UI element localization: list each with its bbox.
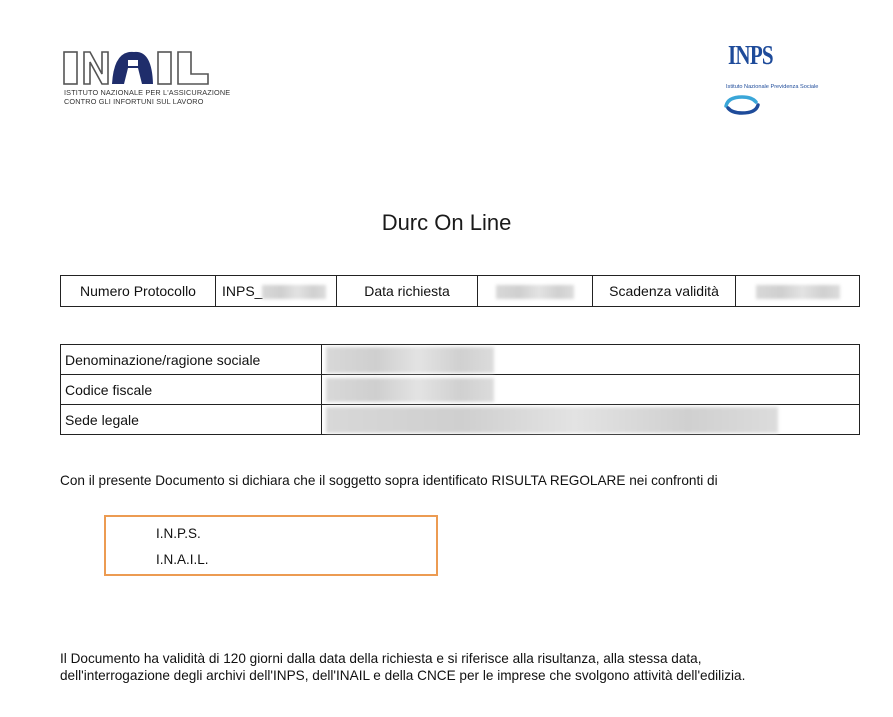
expiry-label: Scadenza validità [593, 276, 736, 307]
registered-office-cell [322, 405, 860, 435]
document-title: Durc On Line [381, 210, 512, 235]
validity-note-line2: dell'interrogazione degli archivi dell'INPS, dell'INAIL e della CNCE per le imprese che svolgono attività dell'edilizia. [60, 668, 746, 683]
subject-row-name [61, 345, 860, 375]
expiry-date-cell [736, 276, 860, 307]
subject-row-tax-code [61, 375, 860, 405]
redacted-address [326, 407, 778, 433]
inps-wordmark: INPS [728, 40, 773, 70]
validity-note [60, 650, 880, 684]
inps-logo [722, 40, 872, 120]
inail-tagline-line1: ISTITUTO NAZIONALE PER L'ASSICURAZIONE [64, 88, 231, 97]
request-date-label: Data richiesta [337, 276, 478, 307]
subject-table [60, 344, 860, 435]
tax-code-label: Codice fiscale [61, 375, 322, 405]
inail-wordmark-graphic [58, 40, 223, 86]
redacted-request-date [496, 285, 574, 299]
protocol-number-value: INPS_ [222, 282, 263, 299]
inps-swirl-icon [722, 94, 762, 116]
redacted-expiry-date [756, 285, 840, 299]
entity-inps: I.N.P.S. [156, 526, 201, 541]
redacted-company-name [326, 347, 494, 373]
inail-logo [58, 40, 258, 120]
company-name-cell [322, 345, 860, 375]
redacted-protocol [262, 285, 326, 299]
protocol-table [60, 275, 860, 307]
company-name-label: Denominazione/ragione sociale [61, 345, 322, 375]
subject-row-address [61, 405, 860, 435]
protocol-row [61, 276, 860, 307]
redacted-tax-code [326, 378, 494, 402]
registered-office-label: Sede legale [61, 405, 322, 435]
protocol-number-label: Numero Protocollo [61, 276, 216, 307]
protocol-number-cell [216, 276, 337, 307]
validity-note-line1: Il Documento ha validità di 120 giorni dalla data della richiesta e si riferisce alla risultanza, alla stessa data, [60, 651, 702, 666]
inail-tagline-line2: CONTRO GLI INFORTUNI SUL LAVORO [64, 97, 204, 106]
entity-inail: I.N.A.I.L. [156, 552, 209, 567]
entities-box [104, 515, 438, 576]
declaration-text: Con il presente Documento si dichiara che il soggetto sopra identificato RISULTA REGOLARE nei confronti di [60, 473, 718, 488]
request-date-cell [478, 276, 593, 307]
tax-code-cell [322, 375, 860, 405]
inps-subtitle: Istituto Nazionale Previdenza Sociale [726, 84, 819, 90]
